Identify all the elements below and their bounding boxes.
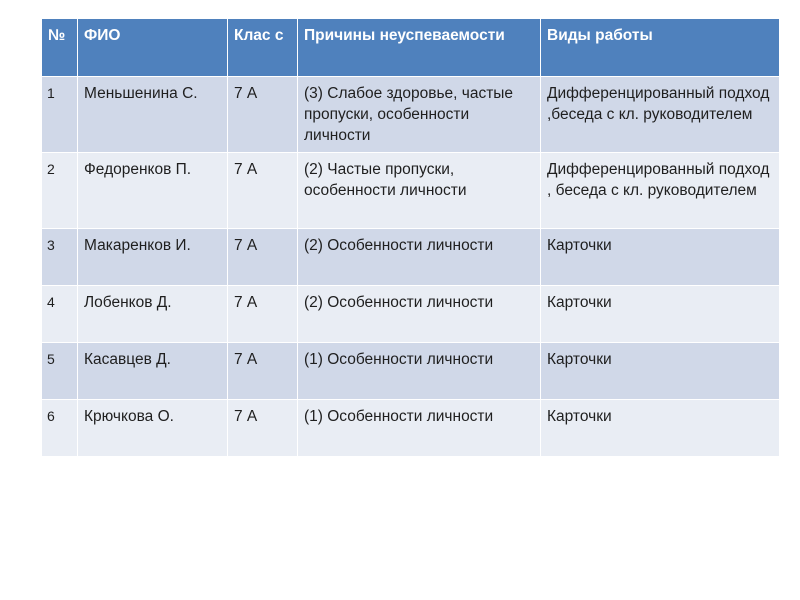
header-work-types: Виды работы xyxy=(541,19,780,77)
row-name: Касавцев Д. xyxy=(78,343,228,400)
row-class: 7 А xyxy=(228,153,298,229)
row-reasons: (2) Частые пропуски, особенности личности xyxy=(298,153,541,229)
row-name: Лобенков Д. xyxy=(78,286,228,343)
table-row xyxy=(42,400,780,457)
header-name: ФИО xyxy=(78,19,228,77)
row-reasons: (1) Особенности личности xyxy=(298,343,541,400)
row-work: Карточки xyxy=(541,286,780,343)
row-number: 4 xyxy=(42,286,78,343)
header-number: № xyxy=(42,19,78,77)
row-class: 7 А xyxy=(228,229,298,286)
row-work: Дифференцированный подход ,беседа с кл. руководителем xyxy=(541,77,780,153)
row-name: Крючкова О. xyxy=(78,400,228,457)
row-reasons: (2) Особенности личности xyxy=(298,286,541,343)
table-row xyxy=(42,286,780,343)
row-work: Карточки xyxy=(541,343,780,400)
row-work: Карточки xyxy=(541,400,780,457)
header-class: Клас с xyxy=(228,19,298,77)
table-row xyxy=(42,229,780,286)
row-name: Федоренков П. xyxy=(78,153,228,229)
row-class: 7 А xyxy=(228,77,298,153)
table-row xyxy=(42,343,780,400)
row-name: Меньшенина С. xyxy=(78,77,228,153)
row-name: Макаренков И. xyxy=(78,229,228,286)
row-number: 6 xyxy=(42,400,78,457)
row-number: 1 xyxy=(42,77,78,153)
row-reasons: (3) Слабое здоровье, частые пропуски, особенности личности xyxy=(298,77,541,153)
row-class: 7 А xyxy=(228,343,298,400)
row-work: Карточки xyxy=(541,229,780,286)
table-row xyxy=(42,153,780,229)
row-work: Дифференцированный подход , беседа с кл. руководителем xyxy=(541,153,780,229)
header-reasons: Причины неуспеваемости xyxy=(298,19,541,77)
row-number: 5 xyxy=(42,343,78,400)
students-table xyxy=(41,18,780,457)
row-reasons: (1) Особенности личности xyxy=(298,400,541,457)
row-class: 7 А xyxy=(228,400,298,457)
row-number: 2 xyxy=(42,153,78,229)
table-row xyxy=(42,77,780,153)
table-header-row xyxy=(42,19,780,77)
row-reasons: (2) Особенности личности xyxy=(298,229,541,286)
row-number: 3 xyxy=(42,229,78,286)
row-class: 7 А xyxy=(228,286,298,343)
